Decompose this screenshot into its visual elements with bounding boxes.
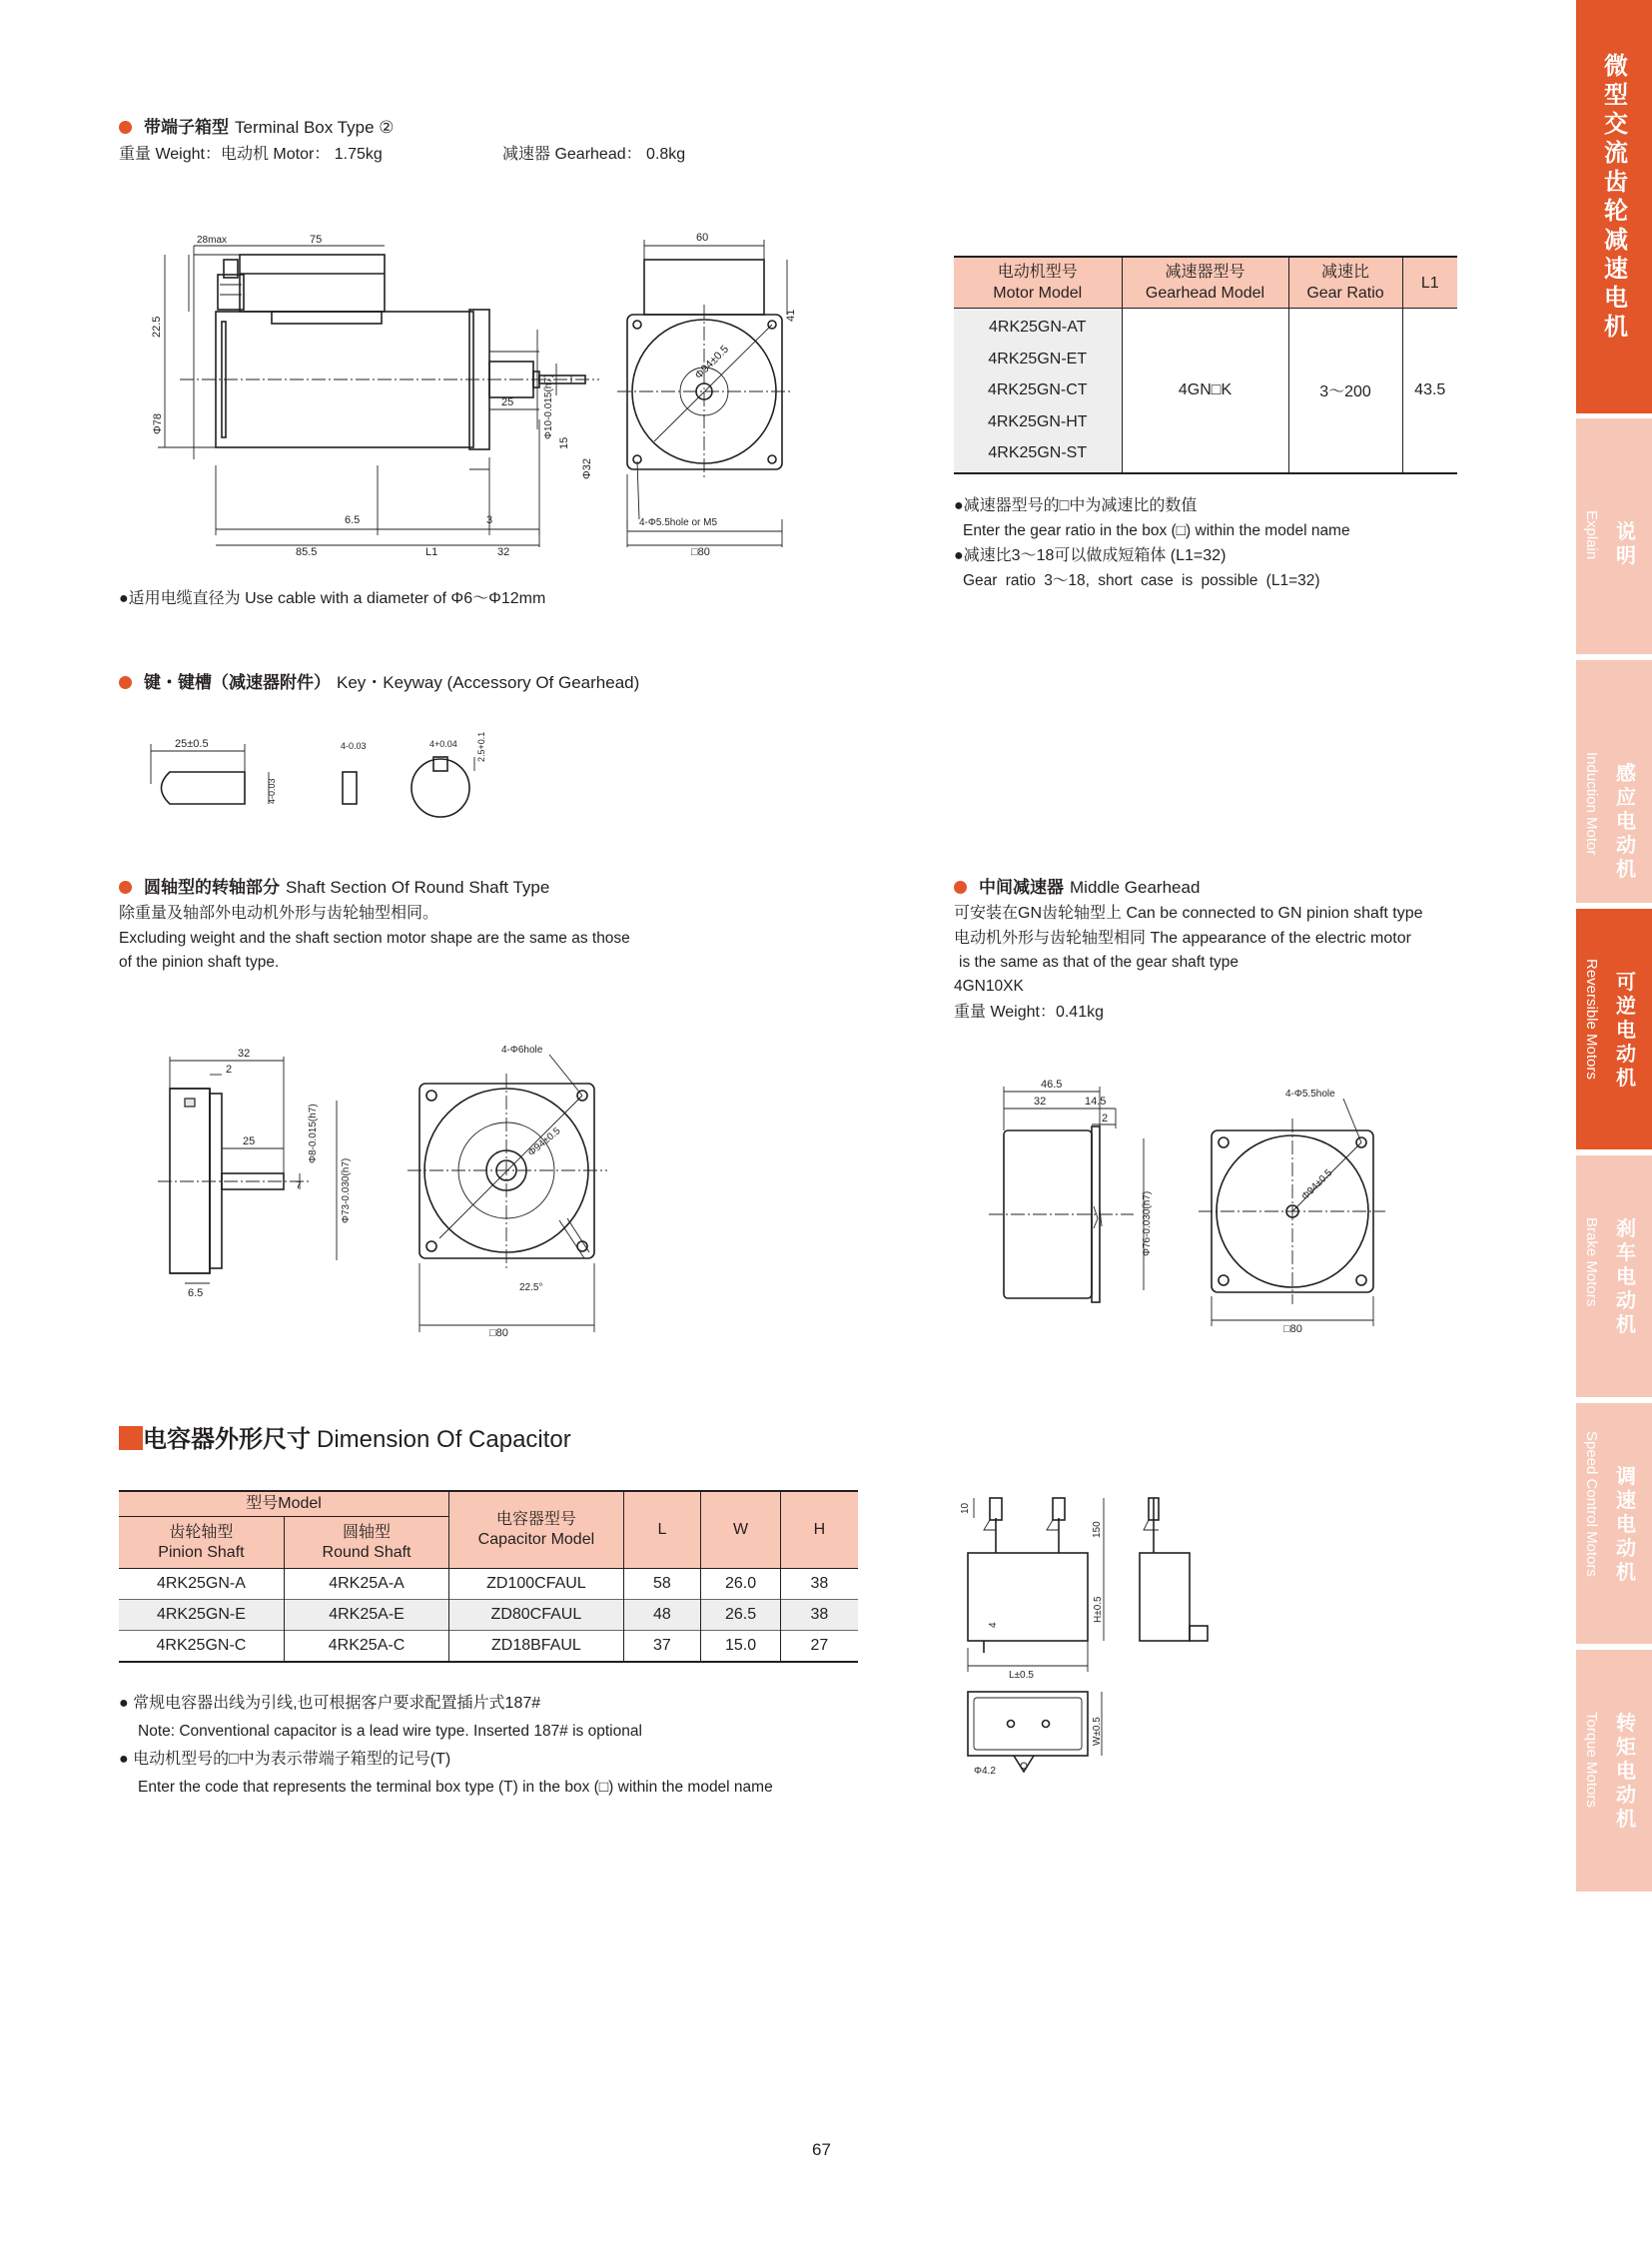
motor-model-item: 4RK25GN-HT xyxy=(987,412,1088,430)
table-row xyxy=(119,1631,858,1662)
tab-label-cn: 可逆电动机 xyxy=(1616,972,1636,1090)
cell-capacitor: ZD18BFAUL xyxy=(449,1631,623,1662)
key-length-dim: 25±0.5 xyxy=(175,738,209,750)
cell-h: 38 xyxy=(780,1569,858,1600)
dim-phi32: Φ32 xyxy=(581,457,593,479)
dim-6-5: 6.5 xyxy=(345,514,361,526)
header-capacitor-model: 电容器型号 Capacitor Model xyxy=(449,1491,623,1569)
header-l: L xyxy=(623,1491,701,1569)
cell-pinion: 4RK25GN-A xyxy=(119,1569,284,1600)
key-width-dim: 4-0.03 xyxy=(341,741,367,751)
tab-speed-control-motors[interactable] xyxy=(1576,1403,1652,1644)
gear-note-1-en: Enter the gear ratio in the box (□) within the model name xyxy=(963,522,1350,539)
cap-dim-4: 4 xyxy=(988,1622,999,1628)
dim-22-5: 22.5 xyxy=(151,316,163,338)
middle-dim-14-5: 14.5 xyxy=(1085,1096,1107,1108)
gearhead-model-value: 4GN□K xyxy=(1122,309,1288,473)
middle-dim-2: 2 xyxy=(1102,1113,1109,1124)
heading-cn: 带端子箱型 xyxy=(144,118,229,137)
cell-w: 15.0 xyxy=(701,1631,781,1662)
cap-dim-phi4-2: Φ4.2 xyxy=(974,1766,996,1777)
round-dim-7: 7 xyxy=(296,1180,302,1191)
gear-note-2-en: Gear ratio 3～18, short case is possible (L1=32) xyxy=(963,572,1320,589)
header-gearhead-model: 减速器型号 Gearhead Model xyxy=(1122,257,1288,309)
cap-dim-10: 10 xyxy=(960,1502,971,1514)
dim-25: 25 xyxy=(501,396,514,408)
tab-label-en: Induction Motor xyxy=(1583,752,1600,856)
dim-85-5: 85.5 xyxy=(296,546,318,558)
capacitor-heading xyxy=(119,1425,571,1455)
round-dim-phi94: Φ94±0.5 xyxy=(525,1125,563,1159)
gearhead-weight: 减速器 Gearhead： 0.8kg xyxy=(502,146,686,163)
capacitor-note-2-cn: ● 电动机型号的□中为表示带端子箱型的记号(T) xyxy=(119,1751,451,1768)
capacitor-note-1-en: Note: Conventional capacitor is a lead wire type. Inserted 187# is optional xyxy=(138,1723,642,1740)
tab-label-cn: 调速电动机 xyxy=(1616,1466,1636,1584)
dim-15: 15 xyxy=(558,436,570,449)
tab-label-cn: 刹车电动机 xyxy=(1616,1218,1636,1336)
cell-h: 27 xyxy=(780,1631,858,1662)
dim-phi94: Φ94±0.5 xyxy=(692,343,732,382)
middle-weight: 重量 Weight：0.41kg xyxy=(954,1004,1104,1021)
motor-weight: 重量 Weight：电动机 Motor： 1.75kg xyxy=(119,146,383,163)
dim-3: 3 xyxy=(486,514,493,526)
heading-cn: 圆轴型的转轴部分 xyxy=(144,878,280,897)
middle-model: 4GN10XK xyxy=(954,978,1024,995)
cap-dim-h: H±0.5 xyxy=(1093,1596,1104,1623)
middle-line-1: 可安装在GN齿轮轴型上 Can be connected to GN pinion shaft type xyxy=(954,905,1423,922)
key-keyway-drawing xyxy=(145,714,524,824)
dim-41: 41 xyxy=(785,309,797,322)
bullet-dot-icon xyxy=(954,881,967,894)
cap-dim-l: L±0.5 xyxy=(1009,1670,1034,1681)
round-dim-sq80: □80 xyxy=(489,1327,508,1339)
round-dim-phi8: Φ8-0.015(h7) xyxy=(308,1104,319,1163)
cable-note: ●适用电缆直径为 Use cable with a diameter of Φ6～Φ12mm xyxy=(119,590,546,607)
table-row xyxy=(119,1569,858,1600)
motor-model-cell xyxy=(954,309,1122,473)
tab-label-cn: 感应电动机 xyxy=(1616,763,1636,881)
cell-l: 48 xyxy=(623,1600,701,1631)
cell-pinion: 4RK25GN-E xyxy=(119,1600,284,1631)
round-shaft-heading xyxy=(119,876,549,900)
cell-l: 58 xyxy=(623,1569,701,1600)
gear-ratio-table xyxy=(954,256,1457,474)
middle-dim-46-5: 46.5 xyxy=(1041,1079,1063,1091)
middle-line-3: is the same as that of the gear shaft type xyxy=(959,954,1239,971)
gear-note-2-cn: ●减速比3～18可以做成短箱体 (L1=32) xyxy=(954,547,1227,564)
heading-cn: 中间减速器 xyxy=(979,878,1064,897)
motor-model-item: 4RK25GN-ET xyxy=(988,350,1088,368)
key-keyway-heading xyxy=(119,671,639,695)
round-dim-25: 25 xyxy=(243,1135,256,1147)
dim-sq80: □80 xyxy=(691,546,710,558)
heading-cn: 电容器外形尺寸 xyxy=(143,1426,311,1453)
header-h: H xyxy=(780,1491,858,1569)
terminal-box-motor-drawing xyxy=(140,230,819,569)
terminal-box-heading xyxy=(119,116,395,140)
cell-pinion: 4RK25GN-C xyxy=(119,1631,284,1662)
middle-line-2: 电动机外形与齿轮轴型相同 The appearance of the electric motor xyxy=(954,930,1411,947)
dim-28max: 28max xyxy=(197,235,228,246)
heading-en: Terminal Box Type ② xyxy=(235,118,395,137)
gear-ratio-value: 3～200 xyxy=(1288,309,1402,473)
round-dim-22-5: 22.5° xyxy=(519,1282,543,1293)
round-dim-2: 2 xyxy=(226,1064,233,1076)
middle-dim-phi94: Φ94±0.5 xyxy=(1299,1167,1335,1203)
key-height-dim: 4-0.03 xyxy=(267,778,277,804)
header-l1: L1 xyxy=(1402,257,1457,309)
heading-cn: 键・键槽（减速器附件） xyxy=(144,673,331,692)
keyway-width-dim: 4+0.04 xyxy=(429,739,457,749)
round-dim-32: 32 xyxy=(238,1048,251,1060)
middle-dim-32: 32 xyxy=(1034,1096,1047,1108)
header-motor-model: 电动机型号 Motor Model xyxy=(954,257,1122,309)
bullet-dot-icon xyxy=(119,676,132,689)
tab-induction-motor[interactable] xyxy=(1576,660,1652,903)
tab-label-en: Brake Motors xyxy=(1583,1217,1600,1307)
cell-l: 37 xyxy=(623,1631,701,1662)
middle-gearhead-drawing xyxy=(984,1069,1433,1338)
tab-label-cn: 微型交流齿轮减速电机 xyxy=(1604,53,1628,341)
bullet-dot-icon xyxy=(119,881,132,894)
round-shaft-line-3: of the pinion shaft type. xyxy=(119,954,280,971)
middle-hole-note: 4-Φ5.5hole xyxy=(1285,1089,1335,1100)
cell-h: 38 xyxy=(780,1600,858,1631)
header-model-group: 型号Model xyxy=(119,1491,449,1517)
header-round-shaft: 圆轴型 Round Shaft xyxy=(284,1517,448,1569)
page-number: 67 xyxy=(812,2140,831,2159)
header-w: W xyxy=(701,1491,781,1569)
keyway-depth-dim: 2.5+0.1 xyxy=(476,731,486,762)
cell-w: 26.5 xyxy=(701,1600,781,1631)
tab-micro-ac-gear-motor[interactable] xyxy=(1576,0,1652,413)
gear-note-1-cn: ●减速器型号的□中为减速比的数值 xyxy=(954,497,1198,514)
capacitor-table xyxy=(119,1490,858,1663)
round-shaft-line-2: Excluding weight and the shaft section motor shape are the same as those xyxy=(119,930,630,947)
dim-phi10: Φ10-0.015(h7) xyxy=(543,374,554,439)
middle-dim-phi76: Φ76-0.030(h7) xyxy=(1142,1190,1153,1256)
capacitor-note-2-en: Enter the code that represents the terminal box type (T) in the box (□) within the model name xyxy=(138,1779,773,1796)
table-row xyxy=(119,1600,858,1631)
dim-l1: L1 xyxy=(425,546,438,558)
round-hole-note: 4-Φ6hole xyxy=(501,1045,543,1056)
heading-en: Shaft Section Of Round Shaft Type xyxy=(286,878,550,897)
bullet-dot-icon xyxy=(119,121,132,134)
dim-60: 60 xyxy=(696,232,709,244)
round-shaft-drawing xyxy=(150,1039,609,1338)
tab-label-cn: 转矩电动机 xyxy=(1616,1713,1636,1831)
tab-label-cn: 说明 xyxy=(1616,521,1636,567)
l1-value: 43.5 xyxy=(1402,309,1457,473)
cap-dim-150: 150 xyxy=(1092,1521,1103,1538)
tab-label-en: Speed Control Motors xyxy=(1583,1431,1600,1577)
header-pinion-shaft: 齿轮轴型 Pinion Shaft xyxy=(119,1517,284,1569)
tab-label-en: Torque Motors xyxy=(1583,1712,1600,1808)
dim-75: 75 xyxy=(310,234,323,246)
cell-capacitor: ZD80CFAUL xyxy=(449,1600,623,1631)
cell-w: 26.0 xyxy=(701,1569,781,1600)
hole-note: 4-Φ5.5hole or M5 xyxy=(639,517,718,528)
motor-model-item: 4RK25GN-CT xyxy=(987,381,1088,398)
gear-table-body xyxy=(954,309,1457,473)
tab-reversible-motors[interactable] xyxy=(1576,909,1652,1149)
middle-dim-sq80: □80 xyxy=(1283,1323,1302,1335)
round-shaft-line-1: 除重量及轴部外电动机外形与齿轮轴型相同。 xyxy=(119,905,439,922)
tab-brake-motors[interactable] xyxy=(1576,1155,1652,1397)
gear-table-header xyxy=(954,257,1457,309)
tab-torque-motors[interactable] xyxy=(1576,1650,1652,1891)
round-dim-phi73: Φ73-0.030(h7) xyxy=(341,1157,352,1223)
cell-capacitor: ZD100CFAUL xyxy=(449,1569,623,1600)
tab-label-en: Reversible Motors xyxy=(1583,959,1600,1080)
square-bullet-icon xyxy=(119,1426,143,1450)
header-gear-ratio: 减速比 Gear Ratio xyxy=(1288,257,1402,309)
heading-en: Key・Keyway (Accessory Of Gearhead) xyxy=(337,673,640,692)
tab-label-en: Explain xyxy=(1583,510,1600,560)
cell-round: 4RK25A-E xyxy=(284,1600,448,1631)
middle-gearhead-heading xyxy=(954,876,1200,900)
dim-32: 32 xyxy=(497,546,510,558)
cell-round: 4RK25A-A xyxy=(284,1569,448,1600)
capacitor-drawing xyxy=(954,1478,1253,1798)
tab-explain[interactable] xyxy=(1576,418,1652,654)
motor-model-item: 4RK25GN-ST xyxy=(988,444,1088,461)
motor-model-item: 4RK25GN-AT xyxy=(988,319,1087,336)
cell-round: 4RK25A-C xyxy=(284,1631,448,1662)
heading-en: Middle Gearhead xyxy=(1070,878,1201,897)
round-dim-6-5: 6.5 xyxy=(188,1287,204,1299)
capacitor-note-1-cn: ● 常规电容器出线为引线,也可根据客户要求配置插片式187# xyxy=(119,1695,541,1712)
dim-phi78: Φ78 xyxy=(152,412,164,434)
cap-dim-w: W±0.5 xyxy=(1092,1717,1103,1746)
heading-en: Dimension Of Capacitor xyxy=(317,1426,571,1453)
